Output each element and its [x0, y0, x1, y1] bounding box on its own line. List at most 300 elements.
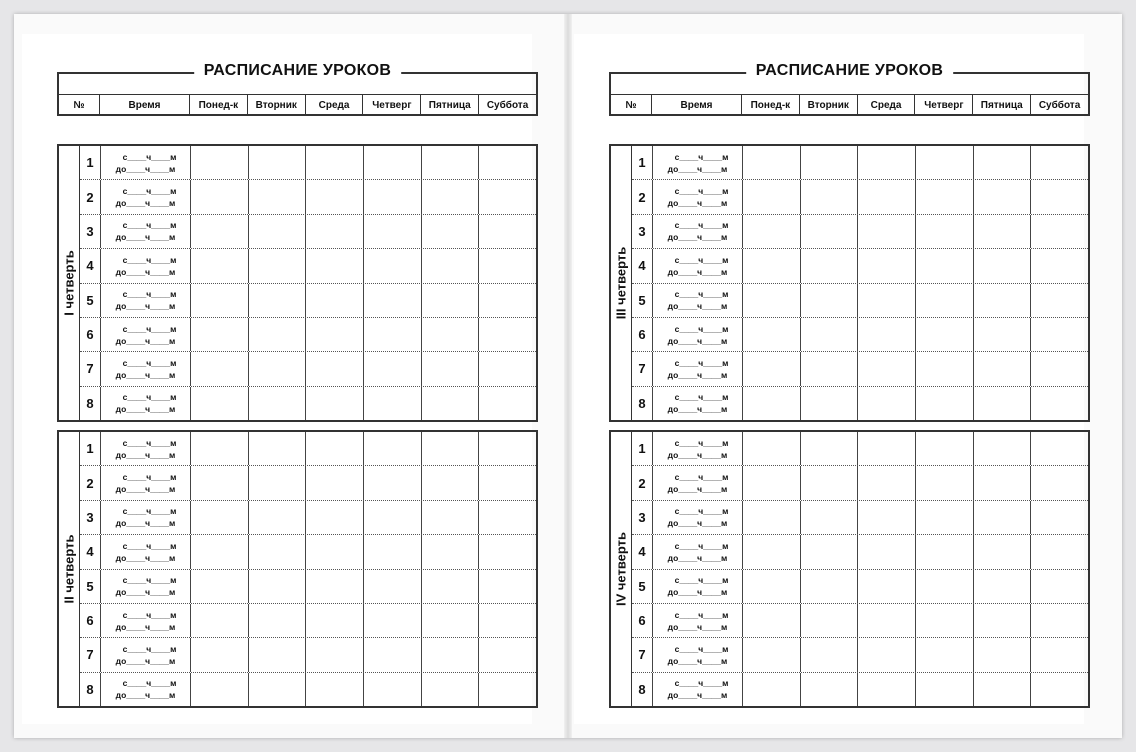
time-from: с____ч____м	[674, 289, 729, 300]
time-to: до____ч____м	[115, 198, 176, 209]
lesson-day-cell[interactable]	[248, 249, 306, 282]
lesson-day-cell[interactable]	[915, 180, 973, 213]
time-from: с____ч____м	[122, 506, 177, 517]
lesson-day-cell[interactable]	[248, 387, 306, 420]
time-to: до____ч____м	[115, 232, 176, 243]
lesson-day-cell[interactable]	[915, 215, 973, 248]
lesson-day-cell[interactable]	[478, 387, 536, 420]
lesson-day-cell[interactable]	[363, 604, 421, 637]
lesson-day-cell[interactable]	[857, 604, 915, 637]
lesson-day-cell[interactable]	[421, 318, 479, 351]
time-from: с____ч____м	[122, 186, 177, 197]
lesson-day-cell[interactable]	[742, 501, 800, 534]
lesson-day-cell[interactable]	[363, 501, 421, 534]
lesson-row	[632, 214, 1088, 248]
lesson-day-cell[interactable]	[478, 535, 536, 568]
lesson-day-cell[interactable]	[915, 318, 973, 351]
lesson-number: 5	[86, 578, 94, 594]
lesson-day-cell[interactable]	[363, 466, 421, 499]
lesson-day-cell[interactable]	[973, 146, 1031, 179]
time-from: с____ч____м	[122, 289, 177, 300]
lesson-day-cell[interactable]	[742, 570, 800, 603]
lesson-time	[100, 387, 190, 420]
lesson-day-cell[interactable]	[800, 352, 858, 385]
time-to: до____ч____м	[667, 335, 728, 346]
lesson-day-cell[interactable]	[915, 535, 973, 568]
lesson-day-cell[interactable]	[363, 146, 421, 179]
lesson-row	[80, 637, 536, 671]
lesson-time	[100, 180, 190, 213]
lesson-day-cell[interactable]	[421, 215, 479, 248]
lesson-day-cell[interactable]	[800, 215, 858, 248]
lesson-day-cell[interactable]	[305, 215, 363, 248]
lesson-number: 5	[638, 578, 646, 594]
schedule-header	[609, 62, 1090, 116]
lesson-day-cell[interactable]	[478, 432, 536, 465]
lesson-day-cell[interactable]	[248, 673, 306, 706]
lesson-day-cell[interactable]	[742, 215, 800, 248]
lesson-day-cell[interactable]	[190, 535, 248, 568]
lesson-day-cell[interactable]	[973, 284, 1031, 317]
lesson-day-cell[interactable]	[1030, 352, 1088, 385]
header-num: №	[625, 99, 637, 111]
lesson-day-cell[interactable]	[800, 570, 858, 603]
lesson-day-cell[interactable]	[363, 535, 421, 568]
lesson-day-cell[interactable]	[857, 466, 915, 499]
lesson-day-cell[interactable]	[363, 318, 421, 351]
lesson-day-cell[interactable]	[305, 318, 363, 351]
lesson-day-cell[interactable]	[973, 432, 1031, 465]
lesson-day-cell[interactable]	[742, 284, 800, 317]
lesson-day-cell[interactable]	[248, 146, 306, 179]
lesson-time	[100, 432, 190, 465]
lesson-day-cell[interactable]	[915, 604, 973, 637]
lesson-day-cell[interactable]	[248, 318, 306, 351]
lesson-day-cell[interactable]	[478, 180, 536, 213]
time-from: с____ч____м	[122, 254, 177, 265]
lesson-day-cell[interactable]	[305, 673, 363, 706]
header-day: Вторник	[247, 95, 305, 115]
lesson-day-cell[interactable]	[1030, 318, 1088, 351]
lesson-day-cell[interactable]	[857, 284, 915, 317]
lesson-day-cell[interactable]	[190, 432, 248, 465]
header-day: Суббота	[478, 95, 536, 115]
quarter-label: II четверть	[61, 534, 77, 604]
lesson-day-cell[interactable]	[363, 249, 421, 282]
time-to: до____ч____м	[115, 621, 176, 632]
lesson-day-cell[interactable]	[800, 387, 858, 420]
lesson-row	[632, 637, 1088, 671]
lesson-row	[80, 386, 536, 420]
lesson-day-cell[interactable]	[248, 570, 306, 603]
lesson-time	[652, 535, 742, 568]
lesson-day-cell[interactable]	[742, 387, 800, 420]
lesson-day-cell[interactable]	[915, 501, 973, 534]
lesson-day-cell[interactable]	[800, 673, 858, 706]
lesson-day-cell[interactable]	[1030, 570, 1088, 603]
lesson-day-cell[interactable]	[915, 352, 973, 385]
time-from: с____ч____м	[122, 357, 177, 368]
quarter-table	[57, 430, 538, 708]
lesson-time	[652, 466, 742, 499]
lesson-day-cell[interactable]	[478, 638, 536, 671]
lesson-day-cell[interactable]	[478, 604, 536, 637]
lesson-row	[632, 603, 1088, 637]
lesson-day-cell[interactable]	[973, 535, 1031, 568]
lesson-day-cell[interactable]	[915, 284, 973, 317]
lesson-number: 2	[638, 475, 646, 491]
time-from: с____ч____м	[674, 151, 729, 162]
lesson-day-cell[interactable]	[421, 284, 479, 317]
lesson-day-cell[interactable]	[800, 146, 858, 179]
lesson-day-cell[interactable]	[248, 535, 306, 568]
lesson-day-cell[interactable]	[742, 180, 800, 213]
time-from: с____ч____м	[674, 254, 729, 265]
lesson-day-cell[interactable]	[915, 146, 973, 179]
lesson-day-cell[interactable]	[421, 604, 479, 637]
header-day: Пятница	[972, 95, 1030, 115]
lesson-day-cell[interactable]	[973, 570, 1031, 603]
lesson-day-cell[interactable]	[742, 318, 800, 351]
quarter-label: I четверть	[61, 250, 77, 316]
time-to: до____ч____м	[115, 369, 176, 380]
lesson-day-cell[interactable]	[478, 215, 536, 248]
lesson-day-cell[interactable]	[363, 215, 421, 248]
lesson-day-cell[interactable]	[421, 570, 479, 603]
time-from: с____ч____м	[674, 540, 729, 551]
lesson-day-cell[interactable]	[190, 318, 248, 351]
lesson-day-cell[interactable]	[478, 352, 536, 385]
lesson-day-cell[interactable]	[305, 249, 363, 282]
lesson-day-cell[interactable]	[742, 352, 800, 385]
lesson-day-cell[interactable]	[190, 466, 248, 499]
lesson-day-cell[interactable]	[857, 432, 915, 465]
lesson-time	[652, 284, 742, 317]
lesson-time	[100, 249, 190, 282]
lesson-day-cell[interactable]	[305, 284, 363, 317]
lesson-day-cell[interactable]	[248, 284, 306, 317]
lesson-time	[652, 215, 742, 248]
lesson-day-cell[interactable]	[742, 432, 800, 465]
time-from: с____ч____м	[674, 609, 729, 620]
lesson-day-cell[interactable]	[915, 570, 973, 603]
lesson-day-cell[interactable]	[1030, 146, 1088, 179]
time-to: до____ч____м	[115, 163, 176, 174]
time-from: с____ч____м	[122, 220, 177, 231]
lesson-day-cell[interactable]	[915, 387, 973, 420]
lesson-number: 2	[638, 189, 646, 205]
lesson-day-cell[interactable]	[973, 318, 1031, 351]
lesson-number: 4	[638, 258, 646, 274]
lesson-day-cell[interactable]	[857, 318, 915, 351]
lesson-number: 8	[638, 681, 646, 697]
lesson-day-cell[interactable]	[973, 604, 1031, 637]
lesson-day-cell[interactable]	[915, 466, 973, 499]
lesson-row	[80, 672, 536, 706]
lesson-row	[80, 146, 536, 179]
lesson-time	[100, 673, 190, 706]
lesson-day-cell[interactable]	[973, 249, 1031, 282]
lesson-day-cell[interactable]	[305, 570, 363, 603]
lesson-day-cell[interactable]	[915, 673, 973, 706]
lesson-time	[100, 535, 190, 568]
lesson-day-cell[interactable]	[1030, 432, 1088, 465]
lesson-day-cell[interactable]	[363, 180, 421, 213]
lesson-day-cell[interactable]	[478, 318, 536, 351]
lesson-day-cell[interactable]	[190, 604, 248, 637]
lesson-number: 7	[638, 647, 646, 663]
lesson-day-cell[interactable]	[857, 215, 915, 248]
lesson-day-cell[interactable]	[800, 638, 858, 671]
lesson-day-cell[interactable]	[248, 604, 306, 637]
lesson-row	[80, 179, 536, 213]
lesson-day-cell[interactable]	[1030, 604, 1088, 637]
lesson-day-cell[interactable]	[742, 146, 800, 179]
lesson-number: 6	[86, 613, 94, 629]
header-day: Среда	[305, 95, 363, 115]
lesson-day-cell[interactable]	[973, 215, 1031, 248]
time-to: до____ч____м	[667, 552, 728, 563]
page-fold	[564, 14, 572, 738]
time-to: до____ч____м	[115, 484, 176, 495]
lesson-day-cell[interactable]	[973, 180, 1031, 213]
lesson-day-cell[interactable]	[190, 215, 248, 248]
lesson-number: 6	[86, 327, 94, 343]
lesson-day-cell[interactable]	[800, 249, 858, 282]
lesson-day-cell[interactable]	[190, 570, 248, 603]
lesson-day-cell[interactable]	[742, 673, 800, 706]
lesson-day-cell[interactable]	[1030, 501, 1088, 534]
left-page	[22, 34, 532, 724]
lesson-day-cell[interactable]	[190, 146, 248, 179]
lesson-day-cell[interactable]	[478, 249, 536, 282]
lesson-day-cell[interactable]	[248, 215, 306, 248]
right-page	[574, 34, 1084, 724]
lesson-day-cell[interactable]	[973, 501, 1031, 534]
lesson-day-cell[interactable]	[421, 466, 479, 499]
lesson-day-cell[interactable]	[363, 387, 421, 420]
lesson-day-cell[interactable]	[1030, 387, 1088, 420]
lesson-day-cell[interactable]	[190, 673, 248, 706]
time-to: до____ч____м	[115, 690, 176, 701]
lesson-day-cell[interactable]	[742, 466, 800, 499]
time-to: до____ч____м	[115, 335, 176, 346]
header-day: Суббота	[1030, 95, 1088, 115]
lesson-day-cell[interactable]	[742, 535, 800, 568]
lesson-day-cell[interactable]	[857, 535, 915, 568]
lesson-day-cell[interactable]	[973, 638, 1031, 671]
lesson-row	[632, 432, 1088, 465]
lesson-day-cell[interactable]	[1030, 249, 1088, 282]
lesson-day-cell[interactable]	[305, 466, 363, 499]
time-from: с____ч____м	[674, 220, 729, 231]
lesson-number: 8	[86, 395, 94, 411]
lesson-day-cell[interactable]	[857, 352, 915, 385]
lesson-day-cell[interactable]	[305, 604, 363, 637]
time-to: до____ч____м	[115, 266, 176, 277]
lesson-day-cell[interactable]	[421, 673, 479, 706]
lesson-day-cell[interactable]	[421, 432, 479, 465]
time-to: до____ч____м	[667, 232, 728, 243]
lesson-day-cell[interactable]	[305, 638, 363, 671]
lesson-day-cell[interactable]	[973, 466, 1031, 499]
lesson-day-cell[interactable]	[1030, 673, 1088, 706]
lesson-day-cell[interactable]	[857, 501, 915, 534]
lesson-day-cell[interactable]	[421, 146, 479, 179]
time-from: с____ч____м	[674, 678, 729, 689]
lesson-day-cell[interactable]	[305, 432, 363, 465]
lesson-number: 3	[638, 509, 646, 525]
lesson-day-cell[interactable]	[478, 570, 536, 603]
time-from: с____ч____м	[122, 392, 177, 403]
lesson-day-cell[interactable]	[973, 673, 1031, 706]
lesson-time	[652, 352, 742, 385]
lesson-row	[632, 179, 1088, 213]
lesson-day-cell[interactable]	[421, 249, 479, 282]
lesson-day-cell[interactable]	[800, 180, 858, 213]
header-time: Время	[651, 95, 741, 115]
column-header-row	[59, 94, 536, 115]
time-to: до____ч____м	[115, 552, 176, 563]
lesson-day-cell[interactable]	[248, 180, 306, 213]
lesson-day-cell[interactable]	[190, 501, 248, 534]
header-day: Понед-к	[189, 95, 247, 115]
lesson-day-cell[interactable]	[915, 249, 973, 282]
lesson-day-cell[interactable]	[305, 180, 363, 213]
lesson-day-cell[interactable]	[421, 535, 479, 568]
lesson-day-cell[interactable]	[742, 249, 800, 282]
lesson-day-cell[interactable]	[973, 352, 1031, 385]
lesson-row	[80, 283, 536, 317]
time-to: до____ч____м	[115, 404, 176, 415]
lesson-time	[100, 501, 190, 534]
lesson-day-cell[interactable]	[800, 466, 858, 499]
lesson-time	[100, 352, 190, 385]
lesson-day-cell[interactable]	[305, 387, 363, 420]
lesson-day-cell[interactable]	[421, 638, 479, 671]
time-to: до____ч____м	[667, 266, 728, 277]
lesson-day-cell[interactable]	[857, 570, 915, 603]
lesson-day-cell[interactable]	[190, 180, 248, 213]
lesson-day-cell[interactable]	[305, 535, 363, 568]
lesson-day-cell[interactable]	[742, 604, 800, 637]
lesson-day-cell[interactable]	[421, 352, 479, 385]
lesson-day-cell[interactable]	[1030, 180, 1088, 213]
lesson-day-cell[interactable]	[1030, 535, 1088, 568]
time-from: с____ч____м	[674, 643, 729, 654]
lesson-day-cell[interactable]	[363, 352, 421, 385]
lesson-time	[652, 570, 742, 603]
lesson-day-cell[interactable]	[478, 146, 536, 179]
lesson-day-cell[interactable]	[478, 673, 536, 706]
lesson-row	[80, 500, 536, 534]
lesson-day-cell[interactable]	[363, 432, 421, 465]
lesson-day-cell[interactable]	[857, 180, 915, 213]
lesson-day-cell[interactable]	[421, 180, 479, 213]
lesson-day-cell[interactable]	[857, 638, 915, 671]
lesson-day-cell[interactable]	[478, 284, 536, 317]
lesson-day-cell[interactable]	[915, 432, 973, 465]
lesson-row	[80, 569, 536, 603]
lesson-row	[632, 146, 1088, 179]
lesson-day-cell[interactable]	[363, 570, 421, 603]
lesson-day-cell[interactable]	[305, 352, 363, 385]
lesson-day-cell[interactable]	[248, 432, 306, 465]
lesson-day-cell[interactable]	[478, 501, 536, 534]
lesson-day-cell[interactable]	[190, 638, 248, 671]
lesson-day-cell[interactable]	[1030, 215, 1088, 248]
lesson-day-cell[interactable]	[800, 432, 858, 465]
lesson-day-cell[interactable]	[248, 501, 306, 534]
lesson-day-cell[interactable]	[857, 673, 915, 706]
time-to: до____ч____м	[115, 587, 176, 598]
lesson-day-cell[interactable]	[1030, 638, 1088, 671]
lesson-time	[652, 432, 742, 465]
lesson-day-cell[interactable]	[305, 501, 363, 534]
lesson-day-cell[interactable]	[421, 387, 479, 420]
lesson-day-cell[interactable]	[190, 352, 248, 385]
header-day: Четверг	[362, 95, 420, 115]
notebook-spread	[14, 14, 1122, 738]
lesson-number: 3	[86, 509, 94, 525]
quarter-label-column	[59, 146, 80, 420]
lesson-row	[632, 386, 1088, 420]
lesson-day-cell[interactable]	[800, 501, 858, 534]
quarter-label: IV четверть	[613, 531, 629, 607]
lesson-day-cell[interactable]	[190, 249, 248, 282]
lesson-day-cell[interactable]	[248, 638, 306, 671]
lesson-day-cell[interactable]	[248, 352, 306, 385]
lesson-day-cell[interactable]	[363, 673, 421, 706]
lesson-row	[632, 569, 1088, 603]
lesson-day-cell[interactable]	[305, 146, 363, 179]
lesson-day-cell[interactable]	[190, 284, 248, 317]
lesson-day-cell[interactable]	[478, 466, 536, 499]
lesson-day-cell[interactable]	[421, 501, 479, 534]
time-from: с____ч____м	[122, 643, 177, 654]
lesson-day-cell[interactable]	[363, 284, 421, 317]
lesson-day-cell[interactable]	[1030, 466, 1088, 499]
lesson-day-cell[interactable]	[742, 638, 800, 671]
lesson-day-cell[interactable]	[800, 604, 858, 637]
lesson-day-cell[interactable]	[1030, 284, 1088, 317]
time-from: с____ч____м	[674, 392, 729, 403]
lesson-number: 5	[638, 292, 646, 308]
lesson-row	[80, 432, 536, 465]
header-num: №	[73, 99, 85, 111]
lesson-day-cell[interactable]	[363, 638, 421, 671]
lesson-time	[100, 284, 190, 317]
lesson-day-cell[interactable]	[800, 284, 858, 317]
lesson-day-cell[interactable]	[857, 387, 915, 420]
lesson-number: 3	[86, 223, 94, 239]
lesson-day-cell[interactable]	[800, 535, 858, 568]
lesson-day-cell[interactable]	[190, 387, 248, 420]
lesson-day-cell[interactable]	[973, 387, 1031, 420]
lesson-row	[632, 351, 1088, 385]
lesson-day-cell[interactable]	[857, 146, 915, 179]
time-from: с____ч____м	[674, 472, 729, 483]
lesson-number: 1	[638, 441, 646, 457]
header-day: Вторник	[799, 95, 857, 115]
lesson-day-cell[interactable]	[915, 638, 973, 671]
time-to: до____ч____м	[667, 621, 728, 632]
lesson-number: 6	[638, 613, 646, 629]
quarter-table	[57, 144, 538, 422]
lesson-day-cell[interactable]	[248, 466, 306, 499]
lesson-day-cell[interactable]	[857, 249, 915, 282]
lesson-day-cell[interactable]	[800, 318, 858, 351]
